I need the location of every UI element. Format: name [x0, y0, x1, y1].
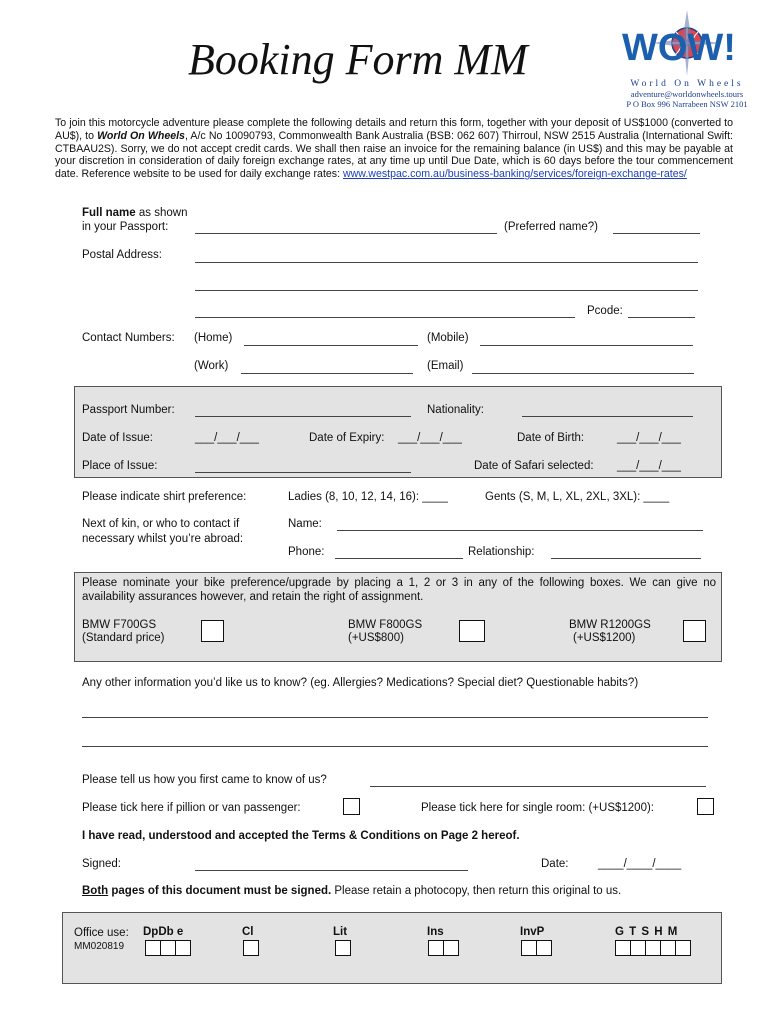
home-phone-label: (Home) [194, 332, 233, 344]
office-field-cl: Cl [242, 926, 254, 938]
office-t-box[interactable] [630, 940, 646, 956]
office-use-label: Office use: [74, 927, 129, 939]
mobile-phone-label: (Mobile) [427, 332, 469, 344]
place-of-issue-field[interactable] [195, 472, 411, 473]
email-field[interactable] [472, 373, 694, 374]
office-ins-box-1[interactable] [428, 940, 444, 956]
company-name: World On Wheels [97, 129, 185, 142]
office-field-invp: InvP [520, 926, 545, 938]
kin-name-label: Name: [288, 518, 322, 530]
mobile-phone-field[interactable] [480, 345, 693, 346]
office-lit-box[interactable] [335, 940, 351, 956]
office-invp-box-2[interactable] [536, 940, 552, 956]
logo-tagline: World On Wheels [630, 79, 744, 89]
bike-3-checkbox[interactable] [683, 620, 706, 642]
office-db-box[interactable] [160, 940, 176, 956]
office-field-gtshm: G T S H M [615, 926, 679, 938]
signature-field[interactable] [195, 870, 468, 871]
bike-1-checkbox[interactable] [201, 620, 224, 642]
other-info-line-2[interactable] [82, 746, 708, 747]
issue-date-field[interactable]: ___/___/___ [195, 432, 259, 444]
bike-1-price: (Standard price) [82, 632, 165, 644]
both-pages-note: Both pages of this document must be signed. Please retain a photocopy, then return this original to us. [82, 885, 622, 897]
office-m-box[interactable] [675, 940, 691, 956]
office-h-box[interactable] [660, 940, 676, 956]
work-phone-field[interactable] [241, 373, 413, 374]
full-name-label: Full name as shown [82, 207, 188, 219]
bike-instruction: Please nominate your bike preference/upgrade by placing a 1, 2 or 3 in any of the following boxes. We can give no availability assurances however, and retain the right of assignment. [82, 577, 716, 603]
email-label: (Email) [427, 360, 464, 372]
postal-address-label: Postal Address: [82, 249, 162, 261]
how-heard-field[interactable] [370, 786, 706, 787]
bike-1-model: BMW F700GS [82, 619, 157, 631]
form-code: MM020819 [74, 941, 125, 952]
birth-date-label: Date of Birth: [517, 432, 585, 444]
pcode-label: Pcode: [587, 305, 623, 317]
kin-phone-field[interactable] [335, 558, 463, 559]
pcode-field[interactable] [628, 317, 695, 318]
office-e-box[interactable] [175, 940, 191, 956]
bike-2-model: BMW F800GS [348, 619, 423, 631]
next-of-kin-label-1: Next of kin, or who to contact if [82, 518, 240, 530]
shirt-preference-label: Please indicate shirt preference: [82, 491, 247, 503]
safari-date-field[interactable]: ___/___/___ [617, 460, 681, 472]
other-info-line-1[interactable] [82, 717, 708, 718]
full-name-field[interactable] [195, 233, 497, 234]
exchange-rate-link[interactable]: www.westpac.com.au/business-banking/services/foreign-exchange-rates/ [342, 168, 687, 181]
intro-text-2: , A/c No 10090793, Commonwealth Bank Australia (BSB: 062 607) Thirroul, NSW 2515 Australia (International Swift: CTBAAU2S). Sorry, we do not accept credit cards. We shall then raise an invoice for the remaining balance (in US$) and this may be payable at your discretion in consideration of daily foreign exchange rates, at any time up until Due Date, which is 60 days before the tour commencement date. Reference website to be used for daily exchange rates: [55, 129, 733, 181]
postal-address-line-1[interactable] [195, 262, 698, 263]
office-s-box[interactable] [645, 940, 661, 956]
safari-date-label: Date of Safari selected: [474, 460, 594, 472]
office-g-box[interactable] [615, 940, 631, 956]
passport-name-label: in your Passport: [82, 221, 169, 233]
bike-2-price: (+US$800) [348, 632, 404, 644]
nationality-field[interactable] [522, 416, 693, 417]
single-room-checkbox[interactable] [697, 798, 714, 815]
expiry-date-field[interactable]: ___/___/___ [398, 432, 462, 444]
birth-date-field[interactable]: ___/___/___ [617, 432, 681, 444]
office-field-dpdbe: DpDb e [143, 926, 184, 938]
office-cl-box[interactable] [243, 940, 259, 956]
single-room-label: Please tick here for single room: (+US$1200): [421, 802, 654, 814]
home-phone-field[interactable] [244, 345, 418, 346]
ladies-shirt-field[interactable]: Ladies (8, 10, 12, 14, 16): ____ [288, 491, 448, 503]
gents-shirt-field[interactable]: Gents (S, M, L, XL, 2XL, 3XL): ____ [485, 491, 670, 503]
office-dp-box[interactable] [145, 940, 161, 956]
pillion-label: Please tick here if pillion or van passenger: [82, 802, 301, 814]
office-invp-box-1[interactable] [521, 940, 537, 956]
nationality-label: Nationality: [427, 404, 484, 416]
postal-address-line-2[interactable] [195, 290, 698, 291]
next-of-kin-label-2: necessary whilst you’re abroad: [82, 533, 244, 545]
logo-address: P O Box 996 Narrabeen NSW 2101 [626, 99, 748, 109]
sign-date-field[interactable]: ____/____/____ [598, 858, 682, 870]
contact-numbers-label: Contact Numbers: [82, 332, 175, 344]
logo-email: adventure@worldonwheels.tours [630, 89, 744, 99]
wow-wordmark: WOW! [622, 27, 736, 69]
kin-relationship-label: Relationship: [468, 546, 535, 558]
office-ins-box-2[interactable] [443, 940, 459, 956]
signed-label: Signed: [82, 858, 122, 870]
intro-paragraph [55, 117, 733, 181]
page-title: Booking Form MM [188, 35, 528, 84]
kin-relationship-field[interactable] [551, 558, 701, 559]
passport-number-label: Passport Number: [82, 404, 175, 416]
place-of-issue-label: Place of Issue: [82, 460, 158, 472]
office-field-lit: Lit [333, 926, 348, 938]
bike-3-model: BMW R1200GS [569, 619, 651, 631]
preferred-name-field[interactable] [613, 233, 700, 234]
pillion-checkbox[interactable] [343, 798, 360, 815]
intro-text-1: To join this motorcycle adventure please complete the following details and return this form, together with your deposit of US$1000 (converted to AU$), to [55, 117, 733, 142]
postal-address-line-3[interactable] [195, 317, 575, 318]
work-phone-label: (Work) [194, 360, 229, 372]
bike-3-price: (+US$1200) [573, 632, 636, 644]
kin-name-field[interactable] [337, 530, 703, 531]
office-field-ins: Ins [427, 926, 444, 938]
preferred-name-label: (Preferred name?) [504, 221, 598, 233]
passport-number-field[interactable] [195, 416, 411, 417]
kin-phone-label: Phone: [288, 546, 325, 558]
issue-date-label: Date of Issue: [82, 432, 153, 444]
how-heard-label: Please tell us how you first came to know of us? [82, 774, 327, 786]
expiry-date-label: Date of Expiry: [309, 432, 385, 444]
terms-agreement: I have read, understood and accepted the Terms & Conditions on Page 2 hereof. [82, 830, 520, 842]
other-info-question: Any other information you’d like us to know? (eg. Allergies? Medications? Special diet? Questionable habits?) [82, 677, 639, 689]
bike-2-checkbox[interactable] [459, 620, 485, 642]
wow-logo-graphic [612, 8, 762, 78]
company-logo [612, 8, 762, 108]
sign-date-label: Date: [541, 858, 569, 870]
